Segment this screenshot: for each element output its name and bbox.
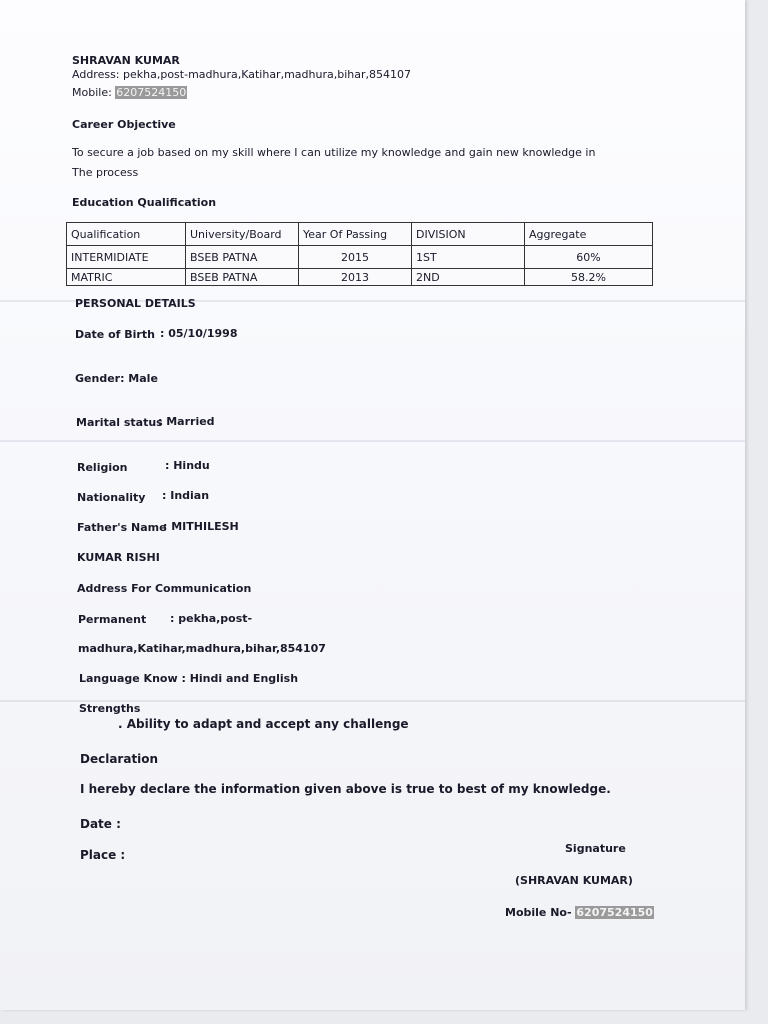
place-label: Place : (80, 848, 126, 862)
dob-value: : 05/10/1998 (160, 327, 238, 340)
language-field: Language Know : Hindi and English (79, 672, 299, 685)
signer-mobile-label: Mobile No- (505, 906, 572, 919)
table-header-cell: Aggregate (525, 223, 653, 246)
table-cell: INTERMIDIATE (67, 246, 186, 269)
signer-name: (SHRAVAN KUMAR) (515, 874, 633, 887)
father-name-value: : MITHILESH (163, 520, 239, 533)
mobile-value: 6207524150 (116, 86, 187, 99)
table-cell: 60% (525, 246, 653, 269)
personal-details-heading: PERSONAL DETAILS (75, 297, 196, 310)
table-cell: 2015 (299, 246, 412, 269)
paper-crease (0, 440, 745, 442)
address-communication-heading: Address For Communication (77, 582, 252, 595)
table-cell: 58.2% (525, 269, 653, 286)
religion-label: Religion (77, 461, 128, 474)
table-cell: 2013 (299, 269, 412, 286)
table-header-cell: Qualification (67, 223, 186, 246)
table-header-row (67, 223, 653, 246)
candidate-name: SHRAVAN KUMAR (72, 54, 180, 67)
father-name-label: Father's Name (77, 521, 167, 534)
table-cell: MATRIC (67, 269, 186, 286)
dob-label: Date of Birth (75, 328, 155, 341)
date-label: Date : (80, 817, 121, 831)
table-cell: 1ST (412, 246, 525, 269)
education-heading: Education Qualification (72, 196, 217, 209)
religion-value: : Hindu (165, 459, 210, 472)
signer-mobile-line (505, 906, 654, 920)
table-header-cell: Year Of Passing (299, 223, 412, 246)
declaration-text: I hereby declare the information given above is true to best of my knowledge. (80, 782, 611, 796)
table-cell: 2ND (412, 269, 525, 286)
permanent-address-continued: madhura,Katihar,madhura,bihar,854107 (78, 642, 326, 655)
table-header-cell: University/Board (186, 223, 299, 246)
career-objective-heading: Career Objective (72, 118, 176, 131)
declaration-heading: Declaration (80, 752, 159, 766)
father-name-continued: KUMAR RISHI (77, 551, 160, 564)
nationality-label: Nationality (77, 491, 146, 504)
strengths-heading: Strengths (79, 702, 141, 715)
table-cell: BSEB PATNA (186, 269, 299, 286)
career-objective-line1: To secure a job based on my skill where I can utilize my knowledge and gain new knowledge in (72, 146, 596, 159)
nationality-value: : Indian (162, 489, 210, 502)
mobile-label: Mobile: (72, 86, 112, 99)
career-objective-line2: The process (72, 166, 139, 179)
table-row (67, 246, 653, 269)
address-value: pekha,post-madhura,Katihar,madhura,bihar,854107 (123, 68, 411, 81)
table-cell: BSEB PATNA (186, 246, 299, 269)
education-table (66, 222, 653, 286)
marital-value: : Married (158, 415, 215, 428)
mobile-line (72, 86, 187, 100)
table-row (67, 269, 653, 286)
signer-mobile-value: 6207524150 (576, 906, 653, 919)
permanent-address-label: Permanent (78, 613, 147, 626)
marital-label: Marital status (76, 416, 163, 429)
address-line (72, 68, 411, 82)
permanent-address-value: : pekha,post- (170, 612, 253, 625)
address-label: Address: (72, 68, 120, 81)
signature-label: Signature (565, 842, 626, 855)
table-header-cell: DIVISION (412, 223, 525, 246)
strength-item: . Ability to adapt and accept any challenge (118, 717, 409, 731)
gender-field: Gender: Male (75, 372, 158, 385)
